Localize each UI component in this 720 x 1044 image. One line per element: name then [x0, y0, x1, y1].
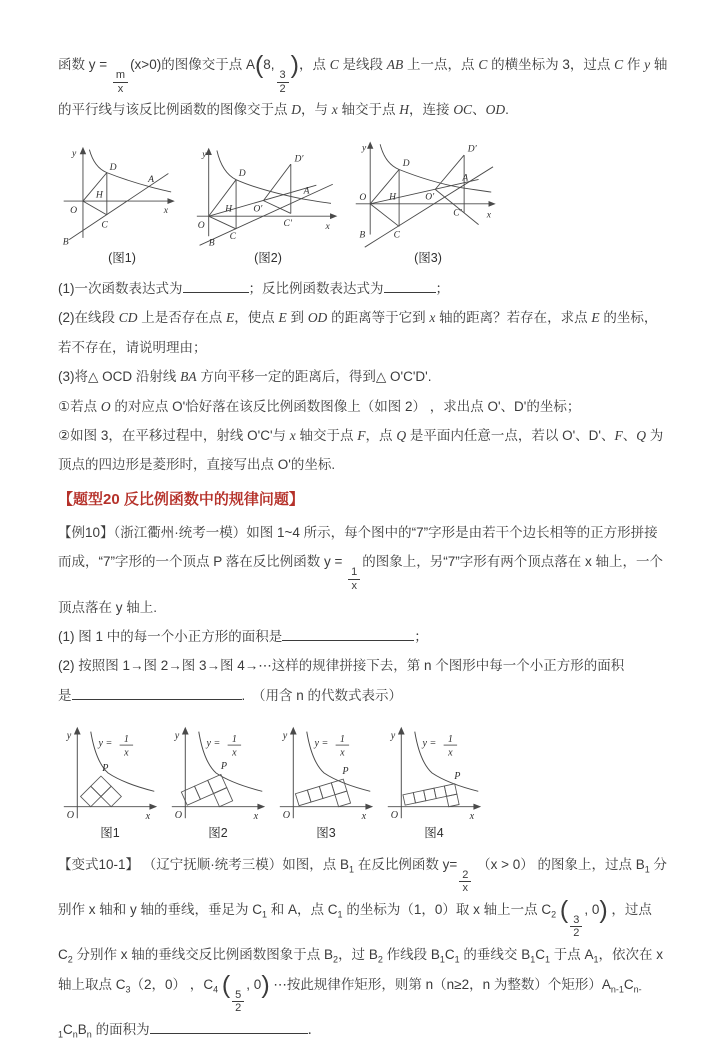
figure-1-caption: (图1)	[108, 250, 136, 265]
x-axis-arrow-icon	[257, 804, 265, 810]
A-label: A	[303, 185, 310, 197]
P-label: P	[454, 771, 461, 783]
figure-3-graph	[352, 137, 504, 249]
ray-OpCp	[435, 189, 478, 224]
P-label: P	[102, 763, 109, 775]
D-label: D	[109, 161, 117, 173]
x-label: x	[253, 811, 259, 823]
O-label: O	[70, 204, 78, 216]
question-3: (3)将△ OCD 沿射线 BA 方向平移一定的距离后，得到△ O'C'D'.	[58, 369, 432, 385]
P-label: P	[220, 761, 228, 773]
curve-label-prefix: y =	[98, 738, 113, 750]
y-axis-arrow-icon	[398, 727, 405, 735]
O-label: O	[197, 219, 205, 231]
x-axis-arrow-icon	[365, 804, 373, 810]
figure-1	[60, 144, 184, 266]
x-axis-arrow-icon	[330, 213, 337, 219]
O-label: O	[66, 810, 74, 822]
segment-OC	[83, 201, 107, 215]
x-label: x	[145, 811, 151, 823]
C-prime-label: C′	[283, 217, 292, 229]
H-label: H	[95, 189, 103, 201]
figure-3	[352, 137, 504, 266]
D-label: D	[238, 167, 246, 179]
segment-OC	[209, 216, 236, 229]
curve-label-denominator: x	[448, 747, 453, 759]
line-BA	[197, 184, 333, 245]
O-label: O	[174, 810, 182, 822]
y-axis-arrow-icon	[182, 727, 189, 735]
question-3-sub2: ②如图 3，在平移过程中，射线 O'C'与 x 轴交于点 F，点 Q 是平面内任意一点，若以 O'、D'、F、Q 为顶点的四边形是菱形时，直接写出点 O'的坐标.	[58, 428, 664, 473]
figure-e3	[274, 722, 378, 841]
curve-label-prefix: y =	[422, 738, 437, 750]
figure-2-caption: (图2)	[254, 250, 282, 265]
O-prime-label: O′	[425, 192, 435, 203]
C-label: C	[393, 229, 401, 240]
figure-3-caption: (图3)	[414, 250, 442, 265]
hyperbola-curve	[217, 150, 331, 203]
figure-e1-graph	[58, 722, 162, 824]
curve-label-denominator: x	[340, 747, 345, 759]
figure-e2-caption: 图2	[208, 826, 228, 841]
seven-shape-squares	[81, 776, 122, 817]
curve-label-numerator: 1	[339, 734, 345, 746]
figure-1-graph	[60, 144, 184, 249]
y-axis-arrow-icon	[367, 141, 373, 148]
curve-label-prefix: y =	[206, 738, 221, 750]
B-label: B	[62, 235, 69, 247]
question-1: (1)一次函数表达式为 ；反比例函数表达式为 ；	[58, 280, 449, 296]
problem1-intro: 函数 y = $\frac{m}{x}$ (x>0)的图像交于点 A(8, $\frac{3}{2}$ )，点 C 是线段 AB 上一点，点 C 的横坐标为 3，过点 C 作 y 轴的平行线与该反比例函数的图像交于点 D，与 x 轴交于点 H，连接 OC、OD.	[58, 51, 668, 118]
figure-e3-graph	[274, 722, 378, 824]
P-label: P	[342, 766, 349, 778]
example10-q2-line2: 是 . （用含 n 的代数式表示）	[58, 687, 403, 703]
section-header: 【题型20 反比例函数中的规律问题】	[58, 490, 304, 508]
segment-OpDp	[435, 155, 464, 189]
figure-e3-caption: 图3	[316, 826, 336, 841]
x-label: x	[361, 811, 367, 823]
figure-row-2	[58, 722, 670, 841]
question-2: (2)在线段 CD 上是否存在点 E，使点 E 到 OD 的距离等于它到 x 轴的距离？若存在，求点 E 的坐标，若不存在，请说明理由；	[58, 310, 658, 355]
O-label: O	[390, 810, 398, 822]
y-label: y	[282, 730, 288, 742]
figure-e2-graph	[166, 722, 270, 824]
y-label: y	[174, 730, 180, 742]
x-axis-arrow-icon	[489, 201, 496, 207]
seven-shape-squares	[181, 775, 232, 819]
figure-row-1	[60, 137, 670, 266]
figure-2-graph	[194, 145, 342, 249]
C-label: C	[101, 219, 108, 231]
y-label: y	[66, 730, 72, 742]
x-axis-arrow-icon	[167, 198, 174, 204]
figure-e4-caption: 图4	[424, 826, 444, 841]
curve-label-numerator: 1	[123, 734, 129, 746]
figure-e1-caption: 图1	[100, 826, 120, 841]
C-label: C	[229, 230, 237, 242]
H-label: H	[389, 192, 397, 203]
O-label: O	[359, 192, 367, 203]
segment-OpCp	[263, 200, 290, 213]
O-prime-label: O′	[253, 203, 263, 215]
x-label: x	[163, 204, 169, 216]
y-label: y	[71, 147, 77, 159]
y-axis-arrow-icon	[290, 727, 297, 735]
segment-OC	[370, 204, 399, 227]
question-3-sub1: ①若点 O 的对应点 O'恰好落在该反比例函数图像上（如图 2） ，求出点 O'、D'的坐标；	[58, 398, 581, 414]
C-prime-label: C′	[453, 208, 462, 219]
curve-label-denominator: x	[232, 747, 237, 759]
variation-10-1: 【变式10-1】 （辽宁抚顺·统考三模）如图，点 $B_1$ 在反比例函数 y= $\frac{2}{x}$ （x > 0） 的图象上，过点 $B_1$ 分别作 x 轴和 y 轴的垂线，垂足为 $C_1$ 和 A，点 $C_1$ 的坐标为（1，0）取 x 轴上一点 $C_2$ ( $\frac{3}{2}$ , 0) ，过点 $C_2$ 分别作 x 轴的垂线交反比例函数图象于点 $B_2$，过 $B_2$ 作线段 $B_1C_1$ 的垂线交 $B_1C_1$ 于点 $A_1$，依次在 x 轴上取点 $C_3(2$，0） ，$C_4$ ( $\frac{5}{2}$ , 0) ⋯按此规律作矩形，则第 n（n≥2，n 为整数）个矩形）$A_{n-1}C_{n-1}C_nB_n$ 的面积为 ．	[58, 856, 668, 1040]
example10-head: 【例10】（浙江衢州·统考一模）如图 1~4 所示，每个图中的“7”字形是由若干个边长相等的正方形拼接而成，“7”字形的一个顶点 P 落在反比例函数 y = $\frac{1}{x}$ 的图象上，另“7”字形有两个顶点落在 x 轴上，一个顶点落在 y 轴上.	[58, 524, 664, 615]
segment-OD	[83, 172, 107, 200]
curve-label-prefix: y =	[314, 738, 329, 750]
x-axis-arrow-icon	[149, 804, 157, 810]
A-label: A	[148, 173, 155, 185]
y-label: y	[202, 148, 207, 160]
y-label: y	[362, 143, 367, 154]
x-axis-arrow-icon	[473, 804, 481, 810]
B-label: B	[359, 229, 366, 240]
line-BA	[365, 167, 493, 247]
B-label: B	[208, 237, 215, 249]
figure-e4	[382, 722, 486, 841]
curve-label-numerator: 1	[231, 734, 237, 746]
y-label: y	[390, 730, 396, 742]
example10-q2-line1: (2) 按照图 1→图 2→图 3→图 4→⋯这样的规律拼接下去，第 n 个图形中每一个小正方形的面积	[58, 658, 625, 674]
x-label: x	[486, 210, 491, 221]
seven-shape-squares	[295, 779, 350, 818]
H-label: H	[225, 203, 233, 215]
curve-label-denominator: x	[124, 747, 129, 759]
hyperbola-curve	[89, 149, 171, 191]
x-label: x	[469, 811, 475, 823]
figure-e4-graph	[382, 722, 486, 824]
x-label: x	[325, 220, 330, 232]
example10-q1: (1) 图 1 中的每一个小正方形的面积是 ；	[58, 629, 428, 645]
figure-2	[194, 145, 342, 266]
D-prime-label: D′	[294, 153, 304, 165]
y-axis-arrow-icon	[74, 727, 81, 735]
figure-e2	[166, 722, 270, 841]
D-prime-label: D′	[467, 144, 477, 155]
seven-shape-squares	[403, 784, 459, 816]
y-axis-arrow-icon	[80, 147, 86, 154]
D-label: D	[402, 158, 410, 169]
A-label: A	[462, 173, 469, 184]
figure-e1	[58, 722, 162, 841]
O-label: O	[282, 810, 290, 822]
curve-label-numerator: 1	[447, 734, 453, 746]
